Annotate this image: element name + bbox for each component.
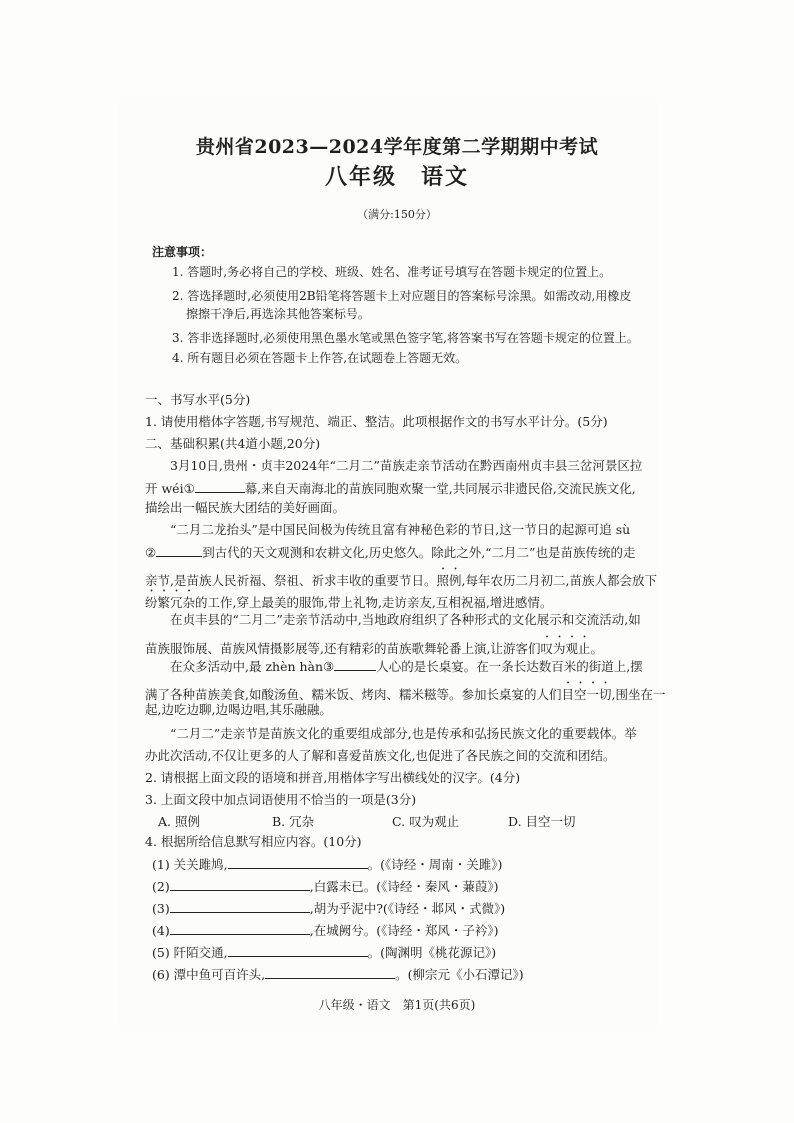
answer-blank[interactable] <box>265 966 395 979</box>
passage-line: 在贞丰县的“二月二”走亲节活动中,当地政府组织了各种形式的文化展示和交流活动,如 <box>170 612 641 627</box>
question-1: 1. 请使用楷体字答题,书写规范、端正、整洁。此项根据作文的书写水平计分。(5分) <box>145 414 608 429</box>
exam-title: 贵州省2023—2024学年度第二学期期中考试 <box>195 136 599 158</box>
passage-line: 3月10日,贵州・贞丰2024年“二月二”苗族走亲节活动在黔西南州贞丰县三岔河景区拉 <box>170 458 643 473</box>
section-heading: 一、书写水平(5分) <box>145 392 251 407</box>
item-prefix: (3) <box>152 901 170 916</box>
passage-line <box>170 658 643 675</box>
passage-text: 人心的是长桌宴。在一条长达数百米的街道上,摆 <box>376 659 643 674</box>
notice-item: 4. 所有题目必须在答题卡上作答,在试题卷上答题无效。 <box>172 351 468 365</box>
option-c[interactable]: C. 叹为观止 <box>392 814 460 829</box>
item-source: ,胡为乎泥中?(《诗经・邶风・式微》) <box>309 901 506 916</box>
item-prefix: (5) 阡陌交通, <box>152 945 228 960</box>
score-note: （满分:150分） <box>357 208 437 221</box>
dotted-word: 目空一切 <box>561 687 612 702</box>
passage-text: 幕,来自天南海北的苗族同胞欢聚一堂,共同展示非遗民俗,交流民族文化, <box>244 481 636 496</box>
dotted-word: 纷繁冗杂 <box>145 595 196 610</box>
option-b[interactable]: B. 冗杂 <box>272 814 315 829</box>
recitation-item <box>152 922 498 939</box>
page-footer: 八年级・语文 第1页(共6页) <box>318 998 476 1012</box>
answer-blank[interactable] <box>170 922 310 935</box>
item-source: 。(陶渊明《桃花源记》) <box>367 945 497 960</box>
answer-blank[interactable] <box>228 944 368 957</box>
recitation-item <box>152 900 505 917</box>
passage-text: ,围坐在一 <box>611 687 666 702</box>
answer-blank[interactable] <box>170 900 310 913</box>
notice-heading: 注意事项： <box>152 245 213 259</box>
item-prefix: (6) 潭中鱼可百许头, <box>152 967 266 982</box>
option-d[interactable]: D. 目空一切 <box>508 814 576 829</box>
answer-blank[interactable] <box>170 878 310 891</box>
notice-item: 1. 答题时,务必将自己的学校、班级、姓名、准考证号填写在答题卡规定的位置上。 <box>172 265 612 279</box>
passage-line <box>145 480 636 497</box>
exam-subtitle: 八年级 语文 <box>324 164 469 190</box>
item-prefix: (2) <box>152 879 170 894</box>
recitation-item <box>152 944 496 961</box>
passage-line: “二月二”走亲节是苗族文化的重要组成部分,也是传承和弘扬民族文化的重要载体。举 <box>170 726 637 741</box>
dotted-word: 照例 <box>436 573 462 588</box>
recitation-item <box>152 878 498 895</box>
passage-line <box>145 588 552 611</box>
passage-text: ,每年农历二月初二,苗族人都会放下 <box>461 573 657 588</box>
passage-line: 办此次活动,不仅让更多的人了解和喜爱苗族文化,也促进了各民族之间的交流和团结。 <box>145 748 616 763</box>
item-prefix: (4) <box>152 923 170 938</box>
notice-item: 擦擦干净后,再选涂其他答案标号。 <box>186 307 370 321</box>
answer-blank <box>195 480 245 493</box>
passage-line: 起,边吃边聊,边喝边唱,其乐融融。 <box>145 702 332 717</box>
passage-line <box>145 634 603 657</box>
section-heading: 二、基础积累(共4道小题,20分) <box>145 436 321 451</box>
recitation-item <box>152 966 524 983</box>
passage-text: 的工作,穿上最美的服饰,带上礼物,走访亲友,互相祝福,增进感情。 <box>195 595 553 610</box>
passage-text: 满了各种苗族美食,如酸汤鱼、糯米饭、烤肉、糯米糍等。参加长桌宴的人们 <box>145 687 562 702</box>
passage-text: 亲节,是苗族人民祈福、祭祖、祈求丰收的重要节日。 <box>145 573 437 588</box>
passage-line <box>145 566 657 589</box>
passage-text: 开 wéi① <box>145 481 195 496</box>
passage-text: 到古代的天文观测和农耕文化,历史悠久。除此之外,“二月二”也是苗族传统的走 <box>202 545 636 560</box>
passage-line: 描绘出一幅民族大团结的美好画面。 <box>145 500 346 515</box>
notice-item: 3. 答非选择题时,必须使用黑色墨水笔或黑色签字笔,将答案书写在答题卡规定的位置上。 <box>172 331 639 345</box>
item-prefix: (1) 关关雎鸠, <box>152 857 228 872</box>
recitation-item <box>152 856 502 873</box>
item-source: ,白露未已。(《诗经・秦风・蒹葭》) <box>309 879 499 894</box>
passage-text: ② <box>145 545 157 560</box>
passage-text: 在众多活动中,最 zhèn hàn③ <box>170 659 335 674</box>
passage-line <box>145 680 665 703</box>
passage-line <box>145 544 635 561</box>
question-3: 3. 上面文段中加点词语使用不恰当的一项是(3分) <box>145 792 417 807</box>
item-source: 。(《诗经・周南・关雎》) <box>367 857 503 872</box>
passage-text: 苗族服饰展、苗族风情摄影展等,还有精彩的苗族歌舞轮番上演,让游客们 <box>145 641 541 656</box>
passage-line: “二月二龙抬头”是中国民间极为传统且富有神秘色彩的节日,这一节日的起源可追 sù <box>170 522 631 537</box>
dotted-word: 叹为观止 <box>540 641 591 656</box>
answer-blank <box>156 544 202 557</box>
item-source: ,在城阙兮。(《诗经・郑风・子衿》) <box>309 923 499 938</box>
answer-blank <box>334 658 376 671</box>
passage-text: 。 <box>590 641 603 656</box>
question-2: 2. 请根据上面文段的语境和拼音,用楷体字写出横线处的汉字。(4分) <box>145 770 521 785</box>
question-4: 4. 根据所给信息默写相应内容。(10分) <box>145 834 362 849</box>
answer-blank[interactable] <box>228 856 368 869</box>
option-a[interactable]: A. 照例 <box>158 814 200 829</box>
item-source: 。(柳宗元《小石潭记》) <box>395 967 524 982</box>
notice-item: 2. 答选择题时,必须使用2B铅笔将答题卡上对应题目的答案标号涂黑。如需改动,用橡皮 <box>172 289 632 303</box>
